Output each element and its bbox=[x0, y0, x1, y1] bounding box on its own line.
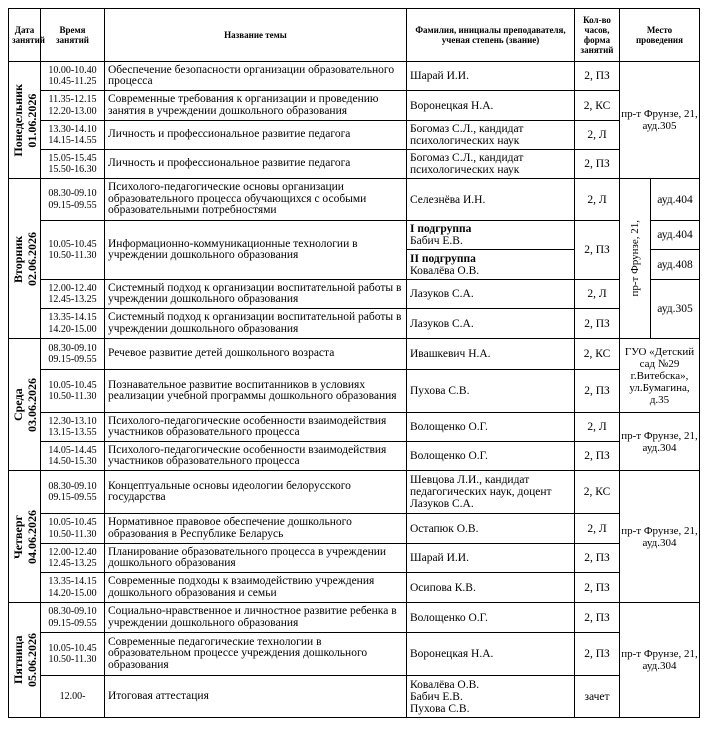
topic-cell: Информационно-коммуникационные технологии в учреждении дошкольного образования bbox=[105, 221, 407, 280]
hours-cell: 2, КС bbox=[575, 471, 620, 514]
table-row bbox=[9, 442, 700, 471]
topic-cell: Системный подход к организации воспитательной работы в учреждении дошкольного образования bbox=[105, 280, 407, 309]
day-cell bbox=[9, 339, 41, 471]
day-date: 03.06.2026 bbox=[24, 377, 39, 432]
day-name: Вторник bbox=[10, 234, 25, 283]
room-cell: ауд.404 bbox=[651, 221, 700, 250]
teacher-cell: Селезнёва И.Н. bbox=[407, 179, 575, 221]
teacher-cell: Лазуков С.А. bbox=[407, 309, 575, 339]
time-cell: 12.00-12.40 12.45-13.25 bbox=[41, 544, 105, 573]
time-cell: 13.35-14.15 14.20-15.00 bbox=[41, 309, 105, 339]
hours-cell: 2, ПЗ bbox=[575, 442, 620, 471]
teacher-cell: Волощенко О.Г. bbox=[407, 442, 575, 471]
table-row bbox=[9, 179, 700, 221]
teacher-cell: Лазуков С.А. bbox=[407, 280, 575, 309]
day-name: Пятница bbox=[10, 635, 25, 685]
hours-cell: 2, ПЗ bbox=[575, 573, 620, 603]
teacher-cell: Богомаз С.Л., кандидат психологических наук bbox=[407, 150, 575, 179]
topic-cell: Системный подход к организации воспитательной работы в учреждении дошкольного образования bbox=[105, 309, 407, 339]
topic-cell: Итоговая аттестация bbox=[105, 676, 407, 718]
table-row bbox=[9, 413, 700, 442]
time-cell: 08.30-09.10 09.15-09.55 bbox=[41, 179, 105, 221]
table-row bbox=[9, 280, 700, 309]
topic-cell: Концептуальные основы идеологии белорусского государства bbox=[105, 471, 407, 514]
topic-cell: Личность и профессиональное развитие педагога bbox=[105, 121, 407, 150]
topic-cell: Познавательное развитие воспитанников в условиях реализации учебной программы дошкольного образования bbox=[105, 370, 407, 413]
time-cell: 10.05-10.45 10.50-11.30 bbox=[41, 514, 105, 544]
topic-cell: Современные подходы к взаимодействию учреждения дошкольного образования и семьи bbox=[105, 573, 407, 603]
time-cell: 12.00-12.40 12.45-13.25 bbox=[41, 280, 105, 309]
day-date: 05.06.2026 bbox=[24, 633, 39, 687]
table-row bbox=[9, 339, 700, 370]
hours-cell: 2, Л bbox=[575, 413, 620, 442]
day-name: Понедельник bbox=[10, 83, 25, 157]
teacher-cell: Пухова С.В. bbox=[407, 370, 575, 413]
time-cell: 10.05-10.45 10.50-11.30 bbox=[41, 221, 105, 280]
teacher-cell: Воронецкая Н.А. bbox=[407, 633, 575, 676]
day-cell bbox=[9, 471, 41, 603]
table-row bbox=[9, 370, 700, 413]
hours-cell: 2, ПЗ bbox=[575, 544, 620, 573]
table-row bbox=[9, 471, 700, 514]
teacher-cell: Осипова К.В. bbox=[407, 573, 575, 603]
teacher-cell: Остапюк О.В. bbox=[407, 514, 575, 544]
header-teacher: Фамилия, инициалы преподавателя, ученая степень (звание) bbox=[407, 9, 575, 62]
table-row bbox=[9, 544, 700, 573]
place-cell: ГУО «Детский сад №29 г.Витебска», ул.Бумагина, д.35 bbox=[620, 339, 700, 413]
hours-cell: 2, КС bbox=[575, 339, 620, 370]
room-cell: ауд.305 bbox=[651, 280, 700, 339]
topic-cell: Современные педагогические технологии в образовательном процессе учреждения дошкольного образования bbox=[105, 633, 407, 676]
day-date: 01.06.2026 bbox=[24, 93, 39, 147]
hours-cell: 2, Л bbox=[575, 121, 620, 150]
place-cell: пр-т Фрунзе, 21, ауд.305 bbox=[620, 62, 700, 179]
hours-cell: 2, Л bbox=[575, 514, 620, 544]
teacher-cell: Шевцова Л.И., кандидат педагогических наук, доцент Лазуков С.А. bbox=[407, 471, 575, 514]
table-row bbox=[9, 514, 700, 544]
time-cell: 15.05-15.45 15.50-16.30 bbox=[41, 150, 105, 179]
time-cell: 10.05-10.45 10.50-11.30 bbox=[41, 633, 105, 676]
hours-cell: 2, ПЗ bbox=[575, 603, 620, 633]
place-cell: пр-т Фрунзе, 21, ауд.304 bbox=[620, 603, 700, 718]
teacher-cell: Богомаз С.Л., кандидат психологических наук bbox=[407, 121, 575, 150]
topic-cell: Речевое развитие детей дошкольного возраста bbox=[105, 339, 407, 370]
header-place: Место проведения bbox=[620, 9, 700, 62]
teacher-cell: Шарай И.И. bbox=[407, 544, 575, 573]
day-name: Среда bbox=[10, 388, 25, 421]
time-cell: 13.30-14.10 14.15-14.55 bbox=[41, 121, 105, 150]
table-row bbox=[9, 150, 700, 179]
hours-cell: 2, ПЗ bbox=[575, 62, 620, 91]
table-row bbox=[9, 633, 700, 676]
teacher-cell: Волощенко О.Г. bbox=[407, 413, 575, 442]
header-topic: Название темы bbox=[105, 9, 407, 62]
table-row bbox=[9, 603, 700, 633]
time-cell: 10.05-10.45 10.50-11.30 bbox=[41, 370, 105, 413]
table-row bbox=[9, 573, 700, 603]
topic-cell: Личность и профессиональное развитие педагога bbox=[105, 150, 407, 179]
hours-cell: 2, Л bbox=[575, 280, 620, 309]
topic-cell: Нормативное правовое обеспечение дошкольного образования в Республике Беларусь bbox=[105, 514, 407, 544]
teacher-cell: Волощенко О.Г. bbox=[407, 603, 575, 633]
place-cell: пр-т Фрунзе, 21, ауд.304 bbox=[620, 413, 700, 471]
teacher-name: Ковалёва О.В. bbox=[410, 264, 480, 277]
header-row bbox=[9, 9, 700, 62]
place-cell: пр-т Фрунзе, 21, ауд.304 bbox=[620, 471, 700, 603]
topic-cell: Психолого-педагогические особенности взаимодействия участников образовательного процесса bbox=[105, 413, 407, 442]
hours-cell: 2, ПЗ bbox=[575, 633, 620, 676]
schedule-table bbox=[8, 8, 700, 718]
teacher-cell: Ковалёва О.В. Бабич Е.В. Пухова С.В. bbox=[407, 676, 575, 718]
hours-cell: 2, Л bbox=[575, 179, 620, 221]
time-cell: 12.30-13.10 13.15-13.55 bbox=[41, 413, 105, 442]
day-cell bbox=[9, 603, 41, 718]
day-cell bbox=[9, 179, 41, 339]
hours-cell: зачет bbox=[575, 676, 620, 718]
time-cell: 11.35-12.15 12.20-13.00 bbox=[41, 91, 105, 121]
table-row bbox=[9, 62, 700, 91]
header-day: Дата занятий bbox=[9, 9, 41, 62]
subgroup-label: II подгруппа bbox=[410, 252, 476, 265]
table-row bbox=[9, 309, 700, 339]
day-name: Четверг bbox=[10, 514, 25, 559]
teacher-name: Бабич Е.В. bbox=[410, 235, 463, 247]
hours-cell: 2, ПЗ bbox=[575, 309, 620, 339]
room-cell: ауд.404 bbox=[651, 179, 700, 221]
table-row bbox=[9, 91, 700, 121]
teacher-cell: Воронецкая Н.А. bbox=[407, 91, 575, 121]
header-time: Время занятий bbox=[41, 9, 105, 62]
day-date: 04.06.2026 bbox=[24, 509, 39, 564]
hours-cell: 2, ПЗ bbox=[575, 150, 620, 179]
place-cell bbox=[620, 179, 651, 339]
time-cell: 14.05-14.45 14.50-15.30 bbox=[41, 442, 105, 471]
topic-cell: Современные требования к организации и проведению занятия в учреждении дошкольного образования bbox=[105, 91, 407, 121]
topic-cell: Психолого-педагогические основы организации образовательного процесса обучающихся с особыми образовательными потребностями bbox=[105, 179, 407, 221]
room-cell: ауд.408 bbox=[651, 250, 700, 280]
day-date: 02.06.2026 bbox=[24, 231, 39, 286]
day-cell bbox=[9, 62, 41, 179]
teacher-cell bbox=[407, 250, 575, 280]
header-hours: Кол-во часов, форма занятий bbox=[575, 9, 620, 62]
topic-cell: Социально-нравственное и личностное развитие ребенка в учреждении дошкольного образования bbox=[105, 603, 407, 633]
hours-cell: 2, КС bbox=[575, 91, 620, 121]
topic-cell: Психолого-педагогические особенности взаимодействия участников образовательного процесса bbox=[105, 442, 407, 471]
hours-cell: 2, ПЗ bbox=[575, 370, 620, 413]
topic-cell: Планирование образовательного процесса в учреждении дошкольного образования bbox=[105, 544, 407, 573]
teacher-cell: Ивашкевич Н.А. bbox=[407, 339, 575, 370]
time-cell: 08.30-09.10 09.15-09.55 bbox=[41, 339, 105, 370]
time-cell: 12.00- bbox=[41, 676, 105, 718]
table-row bbox=[9, 676, 700, 718]
hours-cell: 2, ПЗ bbox=[575, 221, 620, 280]
time-cell: 08.30-09.10 09.15-09.55 bbox=[41, 603, 105, 633]
table-row bbox=[9, 121, 700, 150]
place-address: пр-т Фрунзе, 21, bbox=[629, 220, 641, 297]
teacher-cell bbox=[407, 221, 575, 250]
time-cell: 08.30-09.10 09.15-09.55 bbox=[41, 471, 105, 514]
subgroup-label: I подгруппа bbox=[410, 223, 472, 235]
time-cell: 10.00-10.40 10.45-11.25 bbox=[41, 62, 105, 91]
time-cell: 13.35-14.15 14.20-15.00 bbox=[41, 573, 105, 603]
teacher-cell: Шарай И.И. bbox=[407, 62, 575, 91]
table-row bbox=[9, 221, 700, 250]
topic-cell: Обеспечение безопасности организации образовательного процесса bbox=[105, 62, 407, 91]
